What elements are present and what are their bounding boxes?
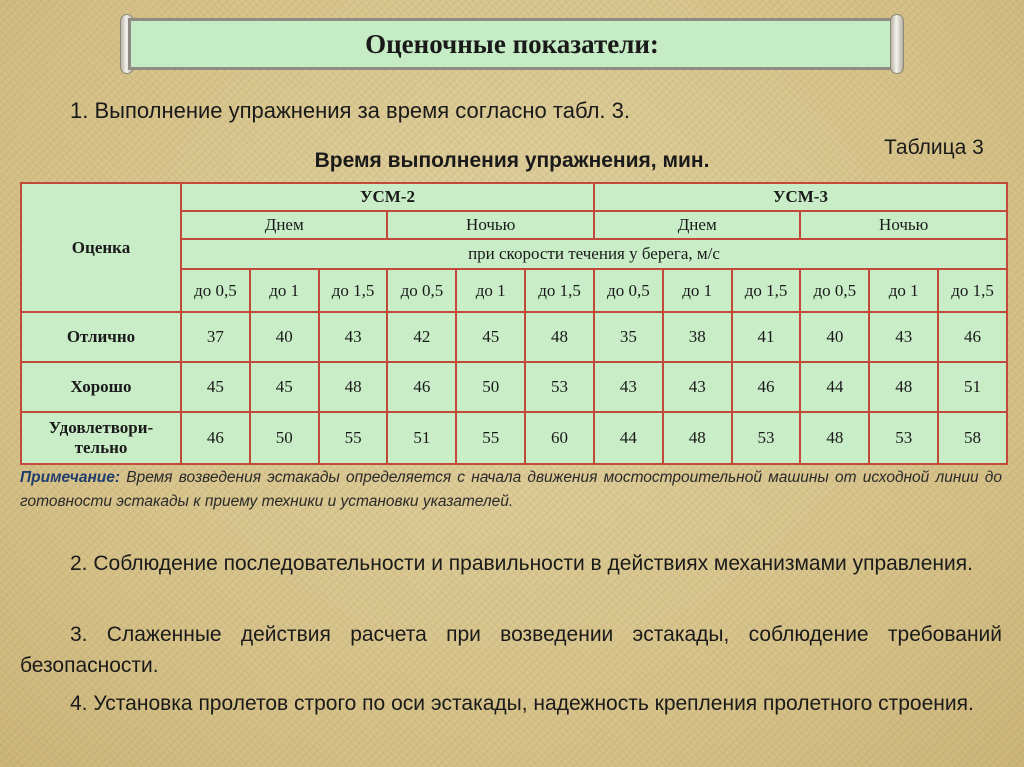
table-caption: Время выполнения упражнения, мин. [314,149,710,172]
value-cell: 50 [456,362,525,412]
value-cell: 46 [732,362,801,412]
speed-header: до 1 [869,269,938,312]
speed-caption: при скорости течения у берега, м/с [181,239,1007,269]
period-header-night: Ночью [800,211,1007,239]
value-cell: 51 [387,412,456,464]
value-cell: 45 [250,362,319,412]
period-header-night: Ночью [387,211,593,239]
value-cell: 43 [869,312,938,362]
speed-header: до 1,5 [938,269,1007,312]
value-cell: 48 [800,412,869,464]
value-cell: 60 [525,412,594,464]
value-cell: 55 [319,412,388,464]
note-text: Время возведения эстакады определяется с начала движения мостостроительной машины от исходной линии до готовности эстакады к приему техники и установки указателей. [20,469,1002,510]
value-cell: 50 [250,412,319,464]
table-row [21,312,1007,362]
results-table [20,182,1008,465]
speed-header: до 0,5 [800,269,869,312]
value-cell: 46 [938,312,1007,362]
table-note [20,466,1002,514]
grade-column-header: Оценка [21,183,181,312]
speed-header: до 1,5 [319,269,388,312]
value-cell: 40 [800,312,869,362]
value-cell: 38 [663,312,732,362]
value-cell: 48 [663,412,732,464]
period-header-day: Днем [594,211,800,239]
value-cell: 53 [525,362,594,412]
period-header-day: Днем [181,211,387,239]
grade-cell: Хорошо [21,362,181,412]
speed-header: до 1 [663,269,732,312]
value-cell: 42 [387,312,456,362]
speed-header: до 1,5 [732,269,801,312]
grade-label-line-1: Удовлетвори- [48,418,154,437]
value-cell: 43 [319,312,388,362]
table-row [21,412,1007,464]
speed-header: до 0,5 [594,269,663,312]
header-row-machines [21,183,1007,211]
scroll-right-roll [890,14,904,74]
grade-label-line-2: тельно [74,438,128,457]
value-cell: 46 [387,362,456,412]
point-4-text: 4. Установка пролетов строго по оси эстакады, надежность крепления пролетного строения. [70,692,974,715]
value-cell: 53 [732,412,801,464]
value-cell: 48 [525,312,594,362]
speed-header: до 1 [456,269,525,312]
speed-header: до 1 [250,269,319,312]
value-cell: 37 [181,312,250,362]
value-cell: 43 [594,362,663,412]
value-cell: 53 [869,412,938,464]
page-title: Оценочные показатели: [128,18,896,70]
point-3-text: 3. Слаженные действия расчета при возведении эстакады, соблюдение требований безопасности. [20,623,1002,677]
machine-header-usm3: УСМ-3 [594,183,1007,211]
point-2-text: 2. Соблюдение последовательности и правильности в действиях механизмами управления. [70,552,973,575]
table-number-label: Таблица 3 [884,136,984,159]
value-cell: 48 [869,362,938,412]
grade-cell [21,412,181,464]
point-1-text: 1. Выполнение упражнения за время согласно табл. 3. [70,98,630,123]
value-cell: 45 [456,312,525,362]
table-row [21,362,1007,412]
note-lead: Примечание: [20,469,121,486]
value-cell: 41 [732,312,801,362]
value-cell: 44 [800,362,869,412]
value-cell: 44 [594,412,663,464]
value-cell: 40 [250,312,319,362]
speed-header: до 1,5 [525,269,594,312]
value-cell: 58 [938,412,1007,464]
title-banner [120,14,904,74]
value-cell: 55 [456,412,525,464]
speed-header: до 0,5 [387,269,456,312]
machine-header-usm2: УСМ-2 [181,183,594,211]
value-cell: 35 [594,312,663,362]
speed-header: до 0,5 [181,269,250,312]
value-cell: 45 [181,362,250,412]
value-cell: 46 [181,412,250,464]
value-cell: 43 [663,362,732,412]
value-cell: 48 [319,362,388,412]
grade-cell: Отлично [21,312,181,362]
value-cell: 51 [938,362,1007,412]
